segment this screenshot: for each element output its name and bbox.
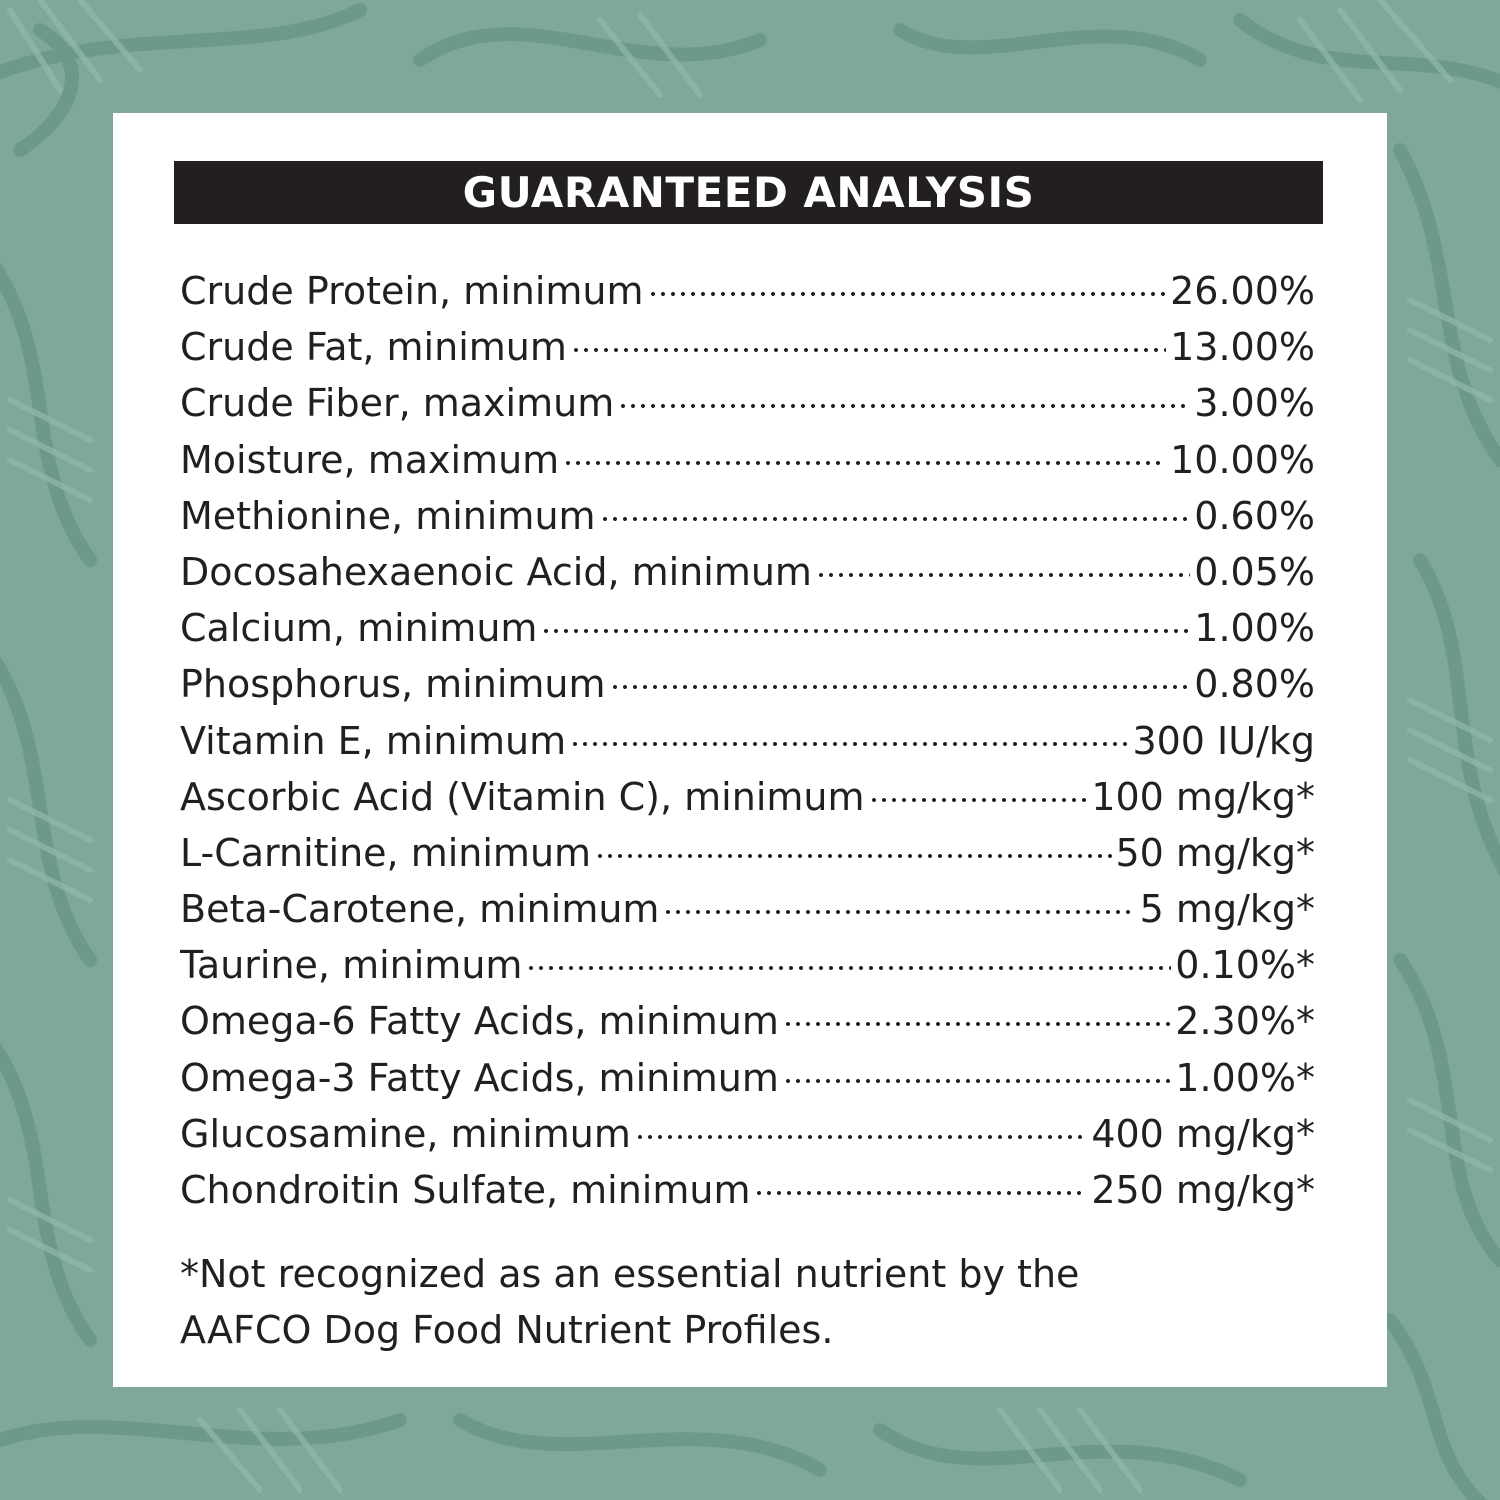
dot-leader	[783, 1020, 1171, 1028]
nutrient-value: 3.00%	[1194, 381, 1315, 426]
analysis-row-calcium	[180, 600, 1315, 656]
dot-leader	[648, 290, 1167, 298]
nutrient-name: L-Carnitine, minimum	[180, 830, 592, 875]
nutrient-name: Crude Fat, minimum	[180, 325, 567, 370]
dot-leader	[783, 1077, 1171, 1085]
nutrient-value: 1.00%	[1194, 606, 1315, 651]
nutrient-name: Ascorbic Acid (Vitamin C), minimum	[180, 774, 865, 819]
nutrient-name: Calcium, minimum	[180, 606, 538, 651]
analysis-row-moisture	[180, 432, 1315, 488]
nutrient-name: Beta-Carotene, minimum	[180, 887, 660, 932]
footnote	[180, 1246, 1280, 1358]
dot-leader	[635, 1133, 1087, 1141]
nutrient-value: 1.00%*	[1175, 1055, 1315, 1100]
nutrient-name: Moisture, maximum	[180, 437, 560, 482]
nutrient-value: 10.00%	[1170, 437, 1315, 482]
nutrient-value: 100 mg/kg*	[1091, 774, 1315, 819]
analysis-row-beta-carotene	[180, 881, 1315, 937]
analysis-row-vitamin-e	[180, 713, 1315, 769]
dot-leader	[570, 740, 1128, 748]
nutrient-name: Taurine, minimum	[180, 943, 523, 988]
dot-leader	[600, 515, 1191, 523]
nutrient-value: 0.05%	[1194, 549, 1315, 594]
dot-leader	[816, 571, 1190, 579]
dot-leader	[541, 627, 1190, 635]
analysis-row-crude-protein	[180, 263, 1315, 319]
dot-leader	[571, 346, 1166, 354]
dot-leader	[610, 683, 1191, 691]
nutrient-value: 0.10%*	[1175, 943, 1315, 988]
analysis-row-glucosamine	[180, 1106, 1315, 1162]
nutrient-value: 13.00%	[1170, 325, 1315, 370]
analysis-row-omega-6	[180, 993, 1315, 1049]
nutrient-name: Crude Protein, minimum	[180, 269, 644, 313]
nutrient-value: 0.60%	[1194, 493, 1315, 538]
nutrient-name: Chondroitin Sulfate, minimum	[180, 1168, 751, 1212]
dot-leader	[663, 908, 1135, 916]
dot-leader	[595, 852, 1111, 860]
footnote-line-1: *Not recognized as an essential nutrient by the	[180, 1252, 1080, 1296]
nutrient-value: 26.00%	[1170, 269, 1315, 313]
dot-leader	[526, 964, 1171, 972]
dot-leader	[869, 796, 1088, 804]
dot-leader	[618, 402, 1190, 410]
nutrient-value: 400 mg/kg*	[1091, 1111, 1315, 1156]
nutrient-name: Vitamin E, minimum	[180, 718, 567, 763]
nutrient-value: 2.30%*	[1175, 999, 1315, 1044]
guaranteed-analysis-panel	[113, 113, 1387, 1387]
analysis-row-crude-fiber	[180, 375, 1315, 431]
analysis-list	[180, 263, 1315, 1218]
analysis-row-methionine	[180, 488, 1315, 544]
analysis-row-dha	[180, 544, 1315, 600]
nutrient-name: Omega-6 Fatty Acids, minimum	[180, 999, 779, 1044]
nutrient-value: 5 mg/kg*	[1139, 887, 1315, 932]
nutrient-value: 300 IU/kg	[1132, 718, 1315, 763]
analysis-row-chondroitin-sulfate	[180, 1162, 1315, 1218]
nutrient-name: Glucosamine, minimum	[180, 1111, 631, 1156]
section-title: GUARANTEED ANALYSIS	[174, 161, 1323, 224]
nutrient-value: 0.80%	[1194, 662, 1315, 707]
nutrient-name: Phosphorus, minimum	[180, 662, 606, 707]
nutrient-name: Crude Fiber, maximum	[180, 381, 615, 426]
dot-leader	[563, 459, 1166, 467]
footnote-line-2: AAFCO Dog Food Nutrient Profiles.	[180, 1308, 834, 1352]
dot-leader	[754, 1189, 1087, 1197]
nutrient-name: Omega-3 Fatty Acids, minimum	[180, 1055, 779, 1100]
nutrient-name: Docosahexaenoic Acid, minimum	[180, 549, 812, 594]
analysis-row-l-carnitine	[180, 825, 1315, 881]
analysis-row-ascorbic-acid	[180, 769, 1315, 825]
analysis-row-crude-fat	[180, 319, 1315, 375]
nutrient-value: 250 mg/kg*	[1091, 1168, 1315, 1212]
nutrient-value: 50 mg/kg*	[1115, 830, 1315, 875]
analysis-row-taurine	[180, 937, 1315, 993]
analysis-row-omega-3	[180, 1050, 1315, 1106]
nutrient-name: Methionine, minimum	[180, 493, 596, 538]
analysis-row-phosphorus	[180, 656, 1315, 712]
